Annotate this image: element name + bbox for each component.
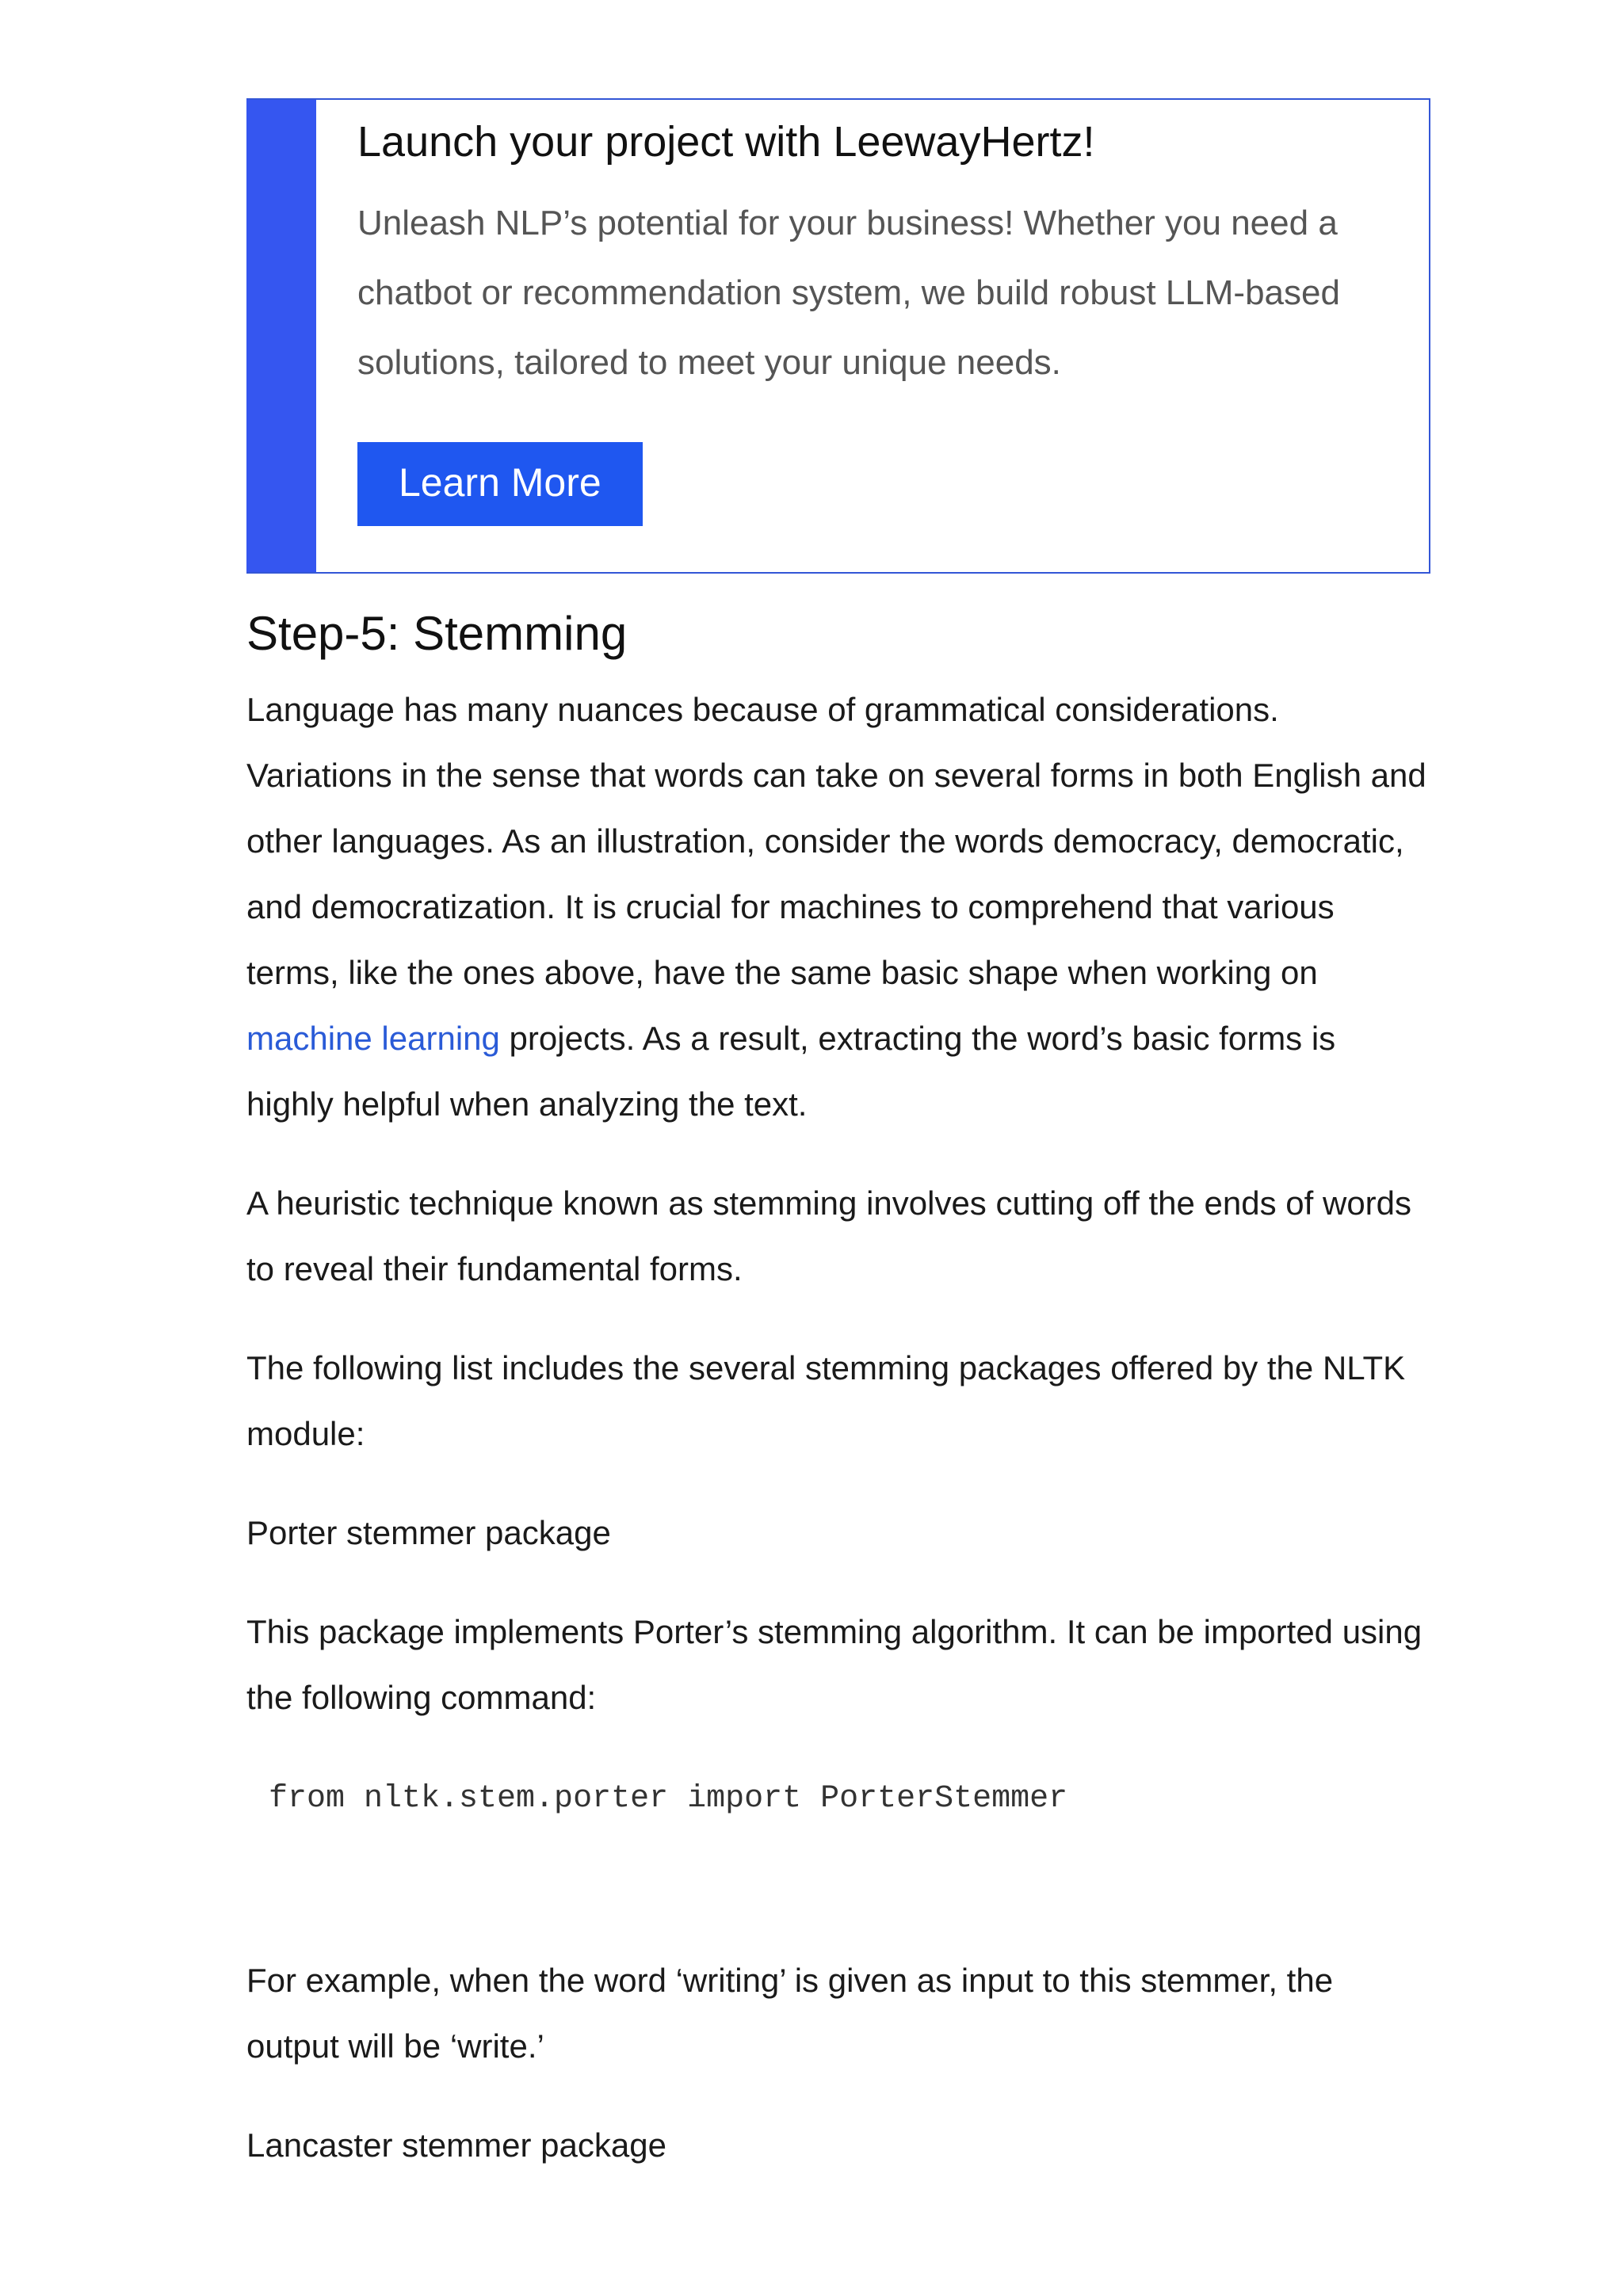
paragraph-intro: [246, 677, 1430, 1137]
paragraph-stemming-definition: A heuristic technique known as stemming involves cutting off the ends of words to reveal their fundamental forms.: [246, 1184, 1412, 1287]
learn-more-button[interactable]: Learn More: [357, 442, 643, 526]
article-content: [246, 98, 1430, 2211]
paragraph-porter-description: This package implements Porter’s stemming algorithm. It can be imported using the following command:: [246, 1613, 1423, 1716]
lancaster-stemmer-heading: Lancaster stemmer package: [246, 2126, 666, 2164]
machine-learning-link[interactable]: machine learning: [246, 1020, 500, 1057]
cta-box: [246, 98, 1430, 574]
paragraph-intro-text-b: projects. As a result, extracting the word’s basic forms is highly helpful when analyzing the text.: [246, 1020, 1336, 1123]
section-title: Step-5: Stemming: [246, 607, 628, 660]
paragraph-package-list: The following list includes the several stemming packages offered by the NLTK module:: [246, 1349, 1406, 1452]
cta-title: Launch your project with LeewayHertz!: [357, 118, 1095, 166]
code-block: from nltk.stem.porter import PorterStemmer: [269, 1781, 1068, 1817]
paragraph-intro-text-a: Language has many nuances because of grammatical considerations. Variations in the sense that words can take on several forms in both English and other languages. As an illustration, consider the words democracy, democratic, and democratization. It is crucial for machines to comprehend that various terms, like the ones above, have the same basic shape when working on: [246, 691, 1426, 991]
paragraph-porter-example: For example, when the word ‘writing’ is given as input to this stemmer, the output will be ‘write.’: [246, 1962, 1334, 2065]
cta-accent-bar: [246, 100, 316, 572]
cta-text: Unleash NLP’s potential for your business! Whether you need a chatbot or recommendation system, we build robust LLM-based solutions, tailored to meet your unique needs.: [357, 204, 1340, 383]
porter-stemmer-heading: Porter stemmer package: [246, 1514, 611, 1551]
cta-inner: [357, 114, 1397, 526]
